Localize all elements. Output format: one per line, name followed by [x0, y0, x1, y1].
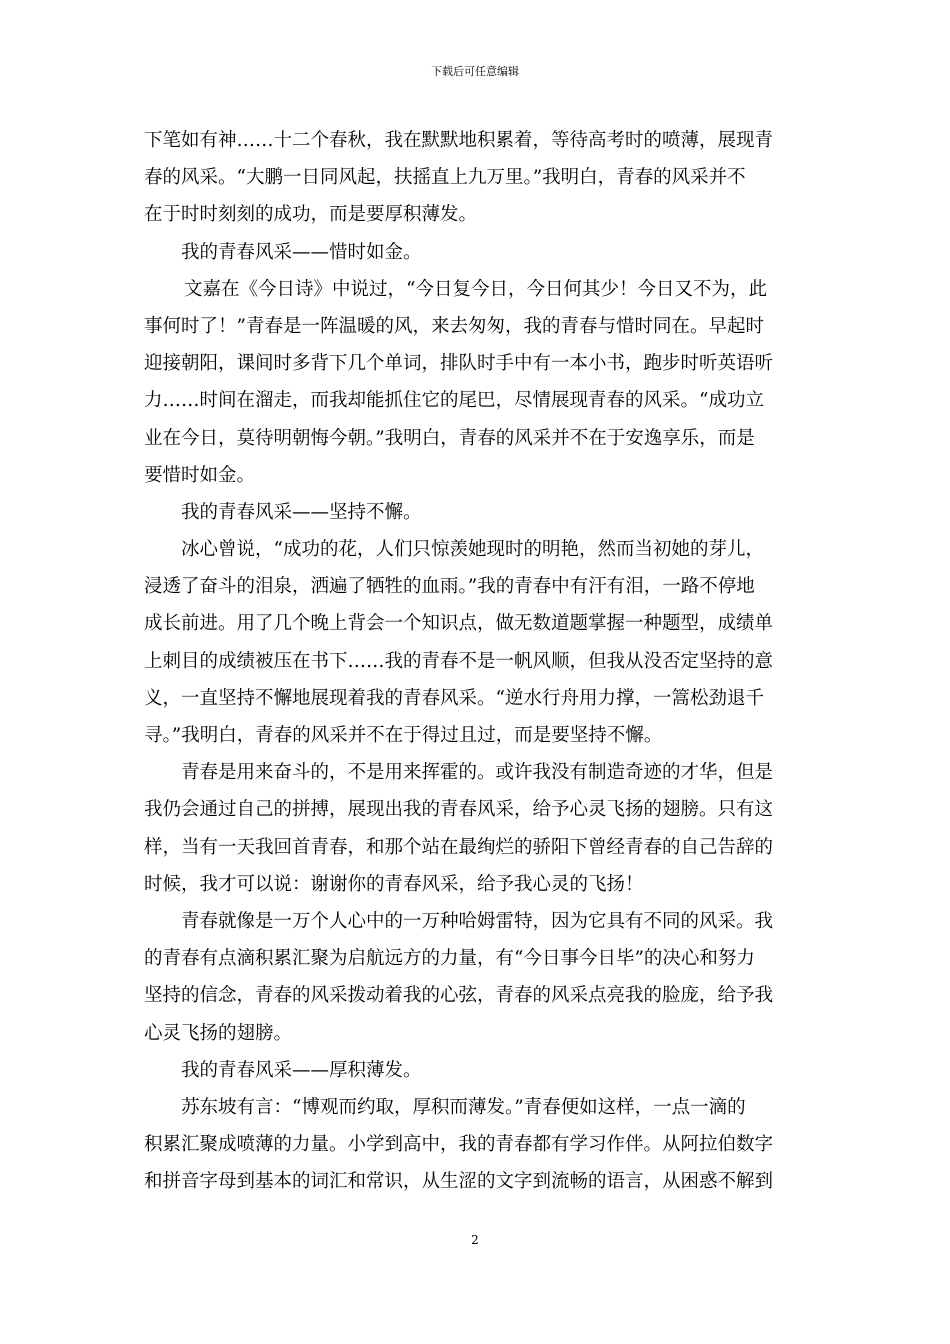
- text-line: 浸透了奋斗的泪泉，洒遍了牺牲的血雨。”我的青春中有汗有泪，一路不停地: [144, 576, 755, 598]
- text-line: 冰心曾说，“成功的花，人们只惊羡她现时的明艳，然而当初她的芽儿，: [181, 539, 764, 561]
- text-line: 义，一直坚持不懈地展现着我的青春风采。“逆水行舟用力撑，一篙松劲退千: [144, 687, 764, 709]
- text-line: 样，当有一天我回首青春，和那个站在最绚烂的骄阳下曾经青春的自己告辞的: [144, 836, 774, 858]
- text-line: 业在今日，莫待明朝悔今朝。”我明白，青春的风采并不在于安逸享乐，而是: [144, 427, 755, 449]
- text-line: 要惜时如金。: [144, 464, 256, 486]
- text-line: 青春就像是一万个人心中的一万种哈姆雷特，因为它具有不同的风采。我: [181, 910, 774, 932]
- text-line: 事何时了！”青春是一阵温暖的风，来去匆匆，我的青春与惜时同在。早起时: [144, 315, 764, 337]
- text-line: 文嘉在《今日诗》中说过，“今日复今日，今日何其少！今日又不为，此: [184, 278, 767, 300]
- text-line: 积累汇聚成喷薄的力量。小学到高中，我的青春都有学习作伴。从阿拉伯数字: [144, 1134, 774, 1156]
- text-line: 苏东坡有言：“博观而约取，厚积而薄发。”青春便如这样，一点一滴的: [181, 1096, 746, 1118]
- page-header: 下载后可任意编辑: [431, 65, 519, 78]
- section-heading: 我的青春风采——惜时如金。: [181, 241, 422, 263]
- document-body: [144, 122, 808, 1200]
- text-line: 力……时间在溜走，而我却能抓住它的尾巴，尽情展现青春的风采。“成功立: [144, 390, 764, 412]
- text-line: 迎接朝阳，课间时多背下几个单词，排队时手中有一本小书，跑步时听英语听: [144, 353, 774, 375]
- text-line: 坚持的信念，青春的风采拨动着我的心弦，青春的风采点亮我的脸庞，给予我: [144, 985, 774, 1007]
- text-line: 上刺目的成绩被压在书下……我的青春不是一帆风顺，但我从没否定坚持的意: [144, 650, 774, 672]
- text-line: 心灵飞扬的翅膀。: [144, 1022, 293, 1044]
- text-line: 下笔如有神……十二个春秋，我在默默地积累着，等待高考时的喷薄，展现青: [144, 130, 774, 151]
- section-heading: 我的青春风采——坚持不懈。: [181, 501, 422, 523]
- text-line: 春的风采。“大鹏一日同风起，扶摇直上九万里。”我明白，青春的风采并不: [144, 167, 746, 189]
- text-line: 我仍会通过自己的拼搏，展现出我的青春风采，给予心灵飞扬的翅膀。只有这: [144, 799, 774, 821]
- text-line: 在于时时刻刻的成功，而是要厚积薄发。: [144, 204, 478, 226]
- page-number: 2: [471, 1233, 479, 1247]
- text-line: 青春是用来奋斗的，不是用来挥霍的。或许我没有制造奇迹的才华，但是: [181, 762, 774, 784]
- text-line: 的青春有点滴积累汇聚为启航远方的力量，有“今日事今日毕”的决心和努力: [144, 948, 755, 970]
- text-line: 成长前进。用了几个晚上背会一个知识点，做无数道题掌握一种题型，成绩单: [144, 613, 774, 635]
- text-line: 和拼音字母到基本的词汇和常识，从生涩的文字到流畅的语言，从困惑不解到: [144, 1171, 774, 1193]
- text-line: 时候，我才可以说：谢谢你的青春风采，给予我心灵的飞扬！: [144, 873, 644, 895]
- text-line: 寻。”我明白，青春的风采并不在于得过且过，而是要坚持不懈。: [144, 725, 663, 746]
- section-heading: 我的青春风采——厚积薄发。: [181, 1059, 422, 1081]
